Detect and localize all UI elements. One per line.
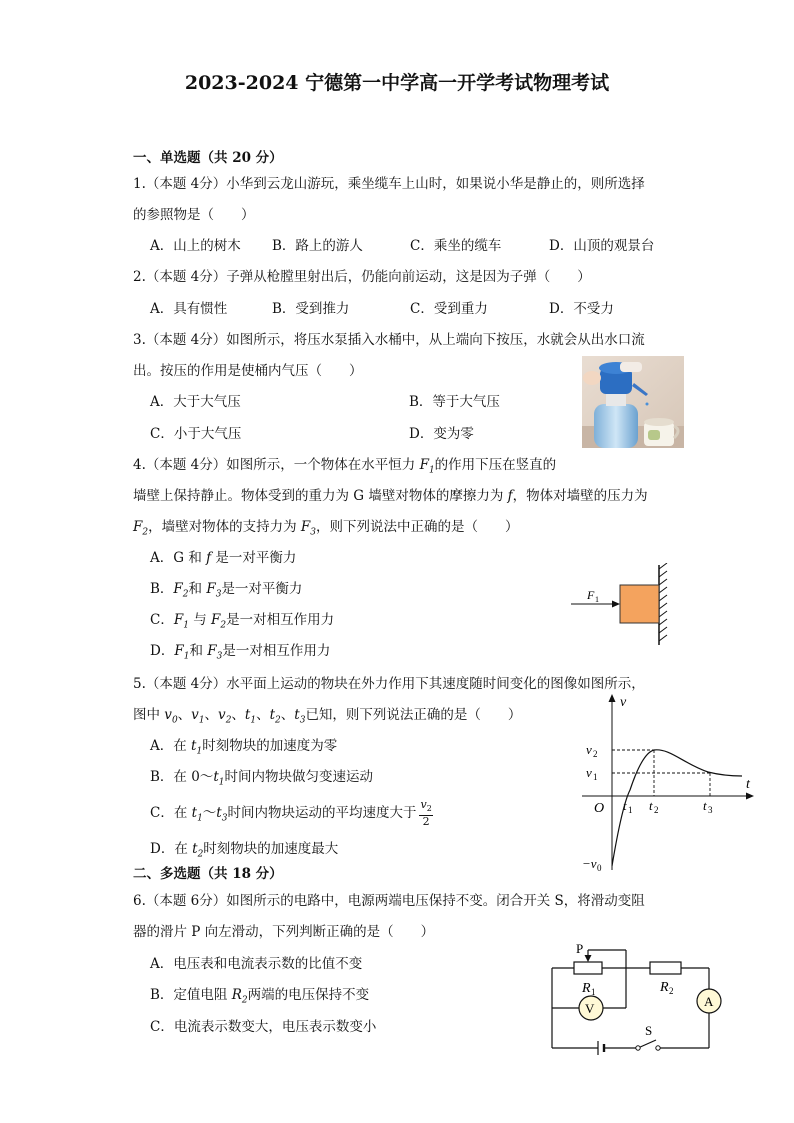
q1-option-b[interactable]: B．路上的游人 [272,238,363,254]
block-wall-diagram [565,563,675,647]
svg-text:v: v [586,742,592,757]
svg-text:t: t [746,777,750,792]
q1-stem-line1: 1.（本题 4分）小华到云龙山游玩，乘坐缆车上山时，如果说小华是静止的，则所选择 [133,176,645,192]
q5-stem-line1: 5.（本题 4分）水平面上运动的物块在外力作用下其速度随时间变化的图像如图所示， [133,676,645,692]
q6-stem-line1: 6.（本题 6分）如图所示的电路中，电源两端电压保持不变。闭合开关 S，将滑动变阻 [133,893,645,909]
svg-text:1: 1 [591,987,596,997]
section-single-choice: 一、单选题（共 20 分） [133,150,283,166]
q4-stem-line2: 墙壁上保持静止。物体受到的重力为 G 墙壁对物体的摩擦力为 f，物体对墙壁的压力为 [133,488,648,504]
svg-text:v: v [620,695,627,710]
q5-stem-line2: 图中 $v_0$、$v_1$、$v_2$、$t_1$、$t_2$、$t_3$已知，则下列说法正确的是（ ） [133,707,522,726]
water-pump-photo [582,356,684,448]
q2-option-c[interactable]: C．受到重力 [410,301,488,317]
q1-stem-line2: 的参照物是（ ） [133,207,255,223]
svg-text:R: R [582,981,591,996]
q3-option-a[interactable]: A．大于大气压 [150,394,241,410]
q3-stem-line1: 3.（本题 4分）如图所示，将压水泵插入水桶中，从上端向下按压，水就会从出水口流 [133,332,645,348]
q1-option-c[interactable]: C．乘坐的缆车 [410,238,502,254]
q6-option-c[interactable]: C．电流表示数变大，电压表示数变小 [150,1019,377,1035]
circuit-diagram [540,938,730,1058]
q3-stem-line2: 出。按压的作用是使桶内气压（ ） [133,363,363,379]
svg-text:t: t [703,798,707,813]
q2-option-a[interactable]: A．具有惯性 [150,301,228,317]
svg-text:R: R [660,980,669,995]
q1-option-d[interactable]: D．山顶的观景台 [549,238,655,254]
q6-option-b[interactable]: B．定值电阻 $R_2$两端的电压保持不变 [150,987,370,1006]
velocity-time-graph [580,690,760,875]
q5-option-a[interactable]: A．在 $t_1$时刻物块的加速度为零 [150,738,338,757]
q4-option-a[interactable]: A．G 和 f 是一对平衡力 [150,550,297,566]
svg-text:t: t [649,798,653,813]
svg-text:v: v [586,765,592,780]
q5-option-c[interactable]: C．在 $t_1\sim t_3$时间内物块运动的平均速度大于 $\frac{v_2}{2}$ [150,798,432,829]
svg-text:O: O [594,801,605,816]
section-multi-choice: 二、多选题（共 18 分） [133,866,283,882]
svg-text:P: P [576,941,584,956]
svg-text:−v: −v [582,856,597,871]
q3-option-c[interactable]: C．小于大气压 [150,426,242,442]
svg-text:A: A [704,994,714,1009]
svg-text:3: 3 [708,805,713,815]
svg-text:2: 2 [593,749,598,759]
q3-option-d[interactable]: D．变为零 [409,426,474,442]
svg-text:2: 2 [654,805,659,815]
q2-option-d[interactable]: D．不受力 [549,301,614,317]
q4-option-c[interactable]: C．$F_1$ 与 $F_2$是一对相互作用力 [150,612,335,631]
q4-stem-line3: $F_2$，墙壁对物体的支持力为 $F_3$，则下列说法中正确的是（ ） [133,519,519,538]
svg-text:V: V [585,1001,595,1016]
q5-option-b[interactable]: B．在 $0\sim t_1$时间内物块做匀变速运动 [150,769,373,788]
q6-stem-line2: 器的滑片 P 向左滑动，下列判断正确的是（ ） [133,924,435,940]
exam-title: 2023-2024 宁德第一中学高一开学考试物理考试 [184,72,610,94]
q6-option-a[interactable]: A．电压表和电流表示数的比值不变 [150,956,363,972]
q2-option-b[interactable]: B．受到推力 [272,301,350,317]
svg-text:0: 0 [597,863,602,873]
svg-text:2: 2 [669,986,674,996]
svg-text:1: 1 [595,595,599,604]
svg-text:S: S [645,1023,653,1038]
svg-text:F: F [587,588,595,602]
svg-text:1: 1 [593,772,598,782]
q4-stem-line1: 4.（本题 4分）如图所示，一个物体在水平恒力 $F_1$的作用下压在竖直的 [133,457,557,476]
q2-stem: 2.（本题 4分）子弹从枪膛里射出后，仍能向前运动，这是因为子弹（ ） [133,269,591,285]
svg-text:1: 1 [628,805,633,815]
q5-option-d[interactable]: D．在 $t_2$时刻物块的加速度最大 [150,841,339,860]
svg-text:t: t [623,798,627,813]
q1-option-a[interactable]: A．山上的树木 [150,238,241,254]
q4-option-b[interactable]: B．$F_2$和 $F_3$是一对平衡力 [150,581,303,600]
q3-option-b[interactable]: B．等于大气压 [409,394,500,410]
q4-option-d[interactable]: D．$F_1$和 $F_3$是一对相互作用力 [150,643,331,662]
